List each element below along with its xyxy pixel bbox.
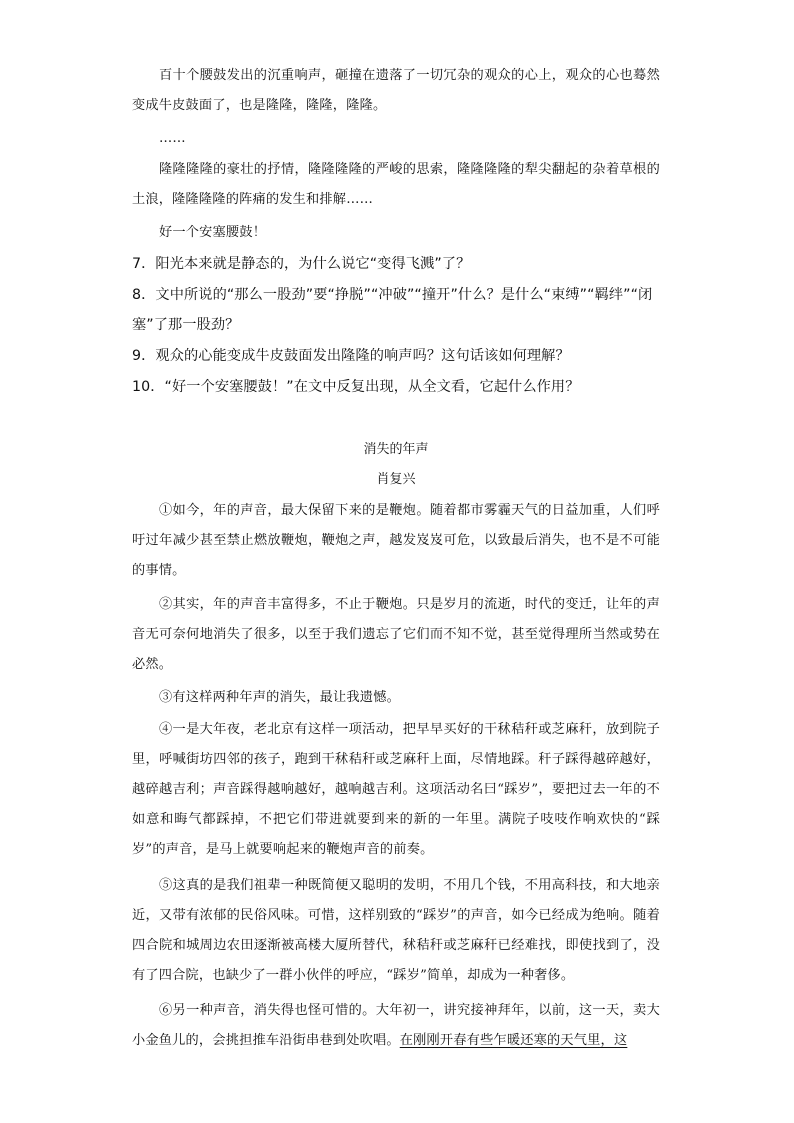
- article-title: 消失的年声: [363, 442, 429, 457]
- article-paragraph-2: ②其实，年的声音丰富得多，不止于鞭炮。只是岁月的流逝，时代的变迁，让年的声音无可奈何地消失了很多，以至于我们遗忘了它们而不知不觉，甚至觉得理所当然或势在必然。: [132, 597, 660, 672]
- question-9: 9．观众的心能变成牛皮鼓面发出隆隆的响声吗？这句话该如何理解？: [132, 348, 570, 364]
- article-paragraph-6: [132, 996, 660, 1056]
- article-author: 肖复兴: [376, 472, 416, 487]
- excerpt-paragraph-3: 好一个安塞腰鼓！: [159, 225, 267, 240]
- article-paragraph-6-text: ⑥另一种声音，消失得也怪可惜的。大年初一，讲究接神拜年，以前，这一天，卖大小金鱼儿的，会挑担推车沿街串巷到处吹唱。: [132, 1003, 660, 1048]
- article-paragraph-1: ①如今，年的声音，最大保留下来的是鞭炮。随着都市雾霾天气的日益加重，人们呼吁过年减少甚至禁止燃放鞭炮，鞭炮之声，越发岌岌可危，以致最后消失，也不是不可能的事情。: [132, 503, 660, 578]
- article-paragraph-3: ③有这样两种年声的消失，最让我遗憾。: [159, 690, 400, 705]
- question-10: 10．“好一个安塞腰鼓！”在文中反复出现，从全文看，它起什么作用？: [132, 379, 580, 395]
- article-paragraph-4: ④一是大年夜，老北京有这样一项活动，把早早买好的干秫秸秆或芝麻秆，放到院子里，呼喊街坊四邻的孩子，跑到干秫秸秆或芝麻秆上面，尽情地踩。秆子踩得越碎越好，越碎越吉利；声音踩得越响越好，越响越吉利。这项活动名曰“踩岁”，要把过去一年的不如意和晦气都踩掉，不把它们带进就要到来的新的一年里。满院子吱吱作响欢快的“踩岁”的声音，是马上就要响起来的鞭炮声音的前奏。: [132, 722, 660, 857]
- question-7: 7．阳光本来就是静态的，为什么说它“变得飞溅”了？: [132, 256, 471, 272]
- excerpt-ellipsis: ……: [159, 131, 186, 146]
- article-paragraph-5: ⑤这真的是我们祖辈一种既简便又聪明的发明，不用几个钱，不用高科技，和大地亲近，又带有浓郁的民俗风味。可惜，这样别致的“踩岁”的声音，如今已经成为绝响。随着四合院和城周边农田逐渐被高楼大厦所替代，秫秸秆或芝麻秆已经难找，即使找到了，没有了四合院，也缺少了一群小伙伴的呼应，“踩岁”简单，却成为一种奢侈。: [132, 878, 660, 983]
- excerpt-paragraph-1: 百十个腰鼓发出的沉重响声，砸撞在遗落了一切冗杂的观众的心上，观众的心也蓦然变成牛皮鼓面了，也是隆隆，隆隆，隆隆。: [132, 68, 660, 113]
- question-8: 8．文中所说的“那么一股劲”要“挣脱”“冲破”“撞开”什么？是什么“束缚”“羁绊”“闭塞”了那一股劲？: [132, 287, 653, 333]
- article-paragraph-6-underlined-text: 在刚刚开春有些乍暖还寒的天气里，这: [399, 1033, 628, 1048]
- excerpt-paragraph-2: 隆隆隆隆的豪壮的抒情，隆隆隆隆的严峻的思索，隆隆隆隆的犁尖翻起的杂着草根的土浪，隆隆隆隆的阵痛的发生和排解……: [132, 162, 660, 207]
